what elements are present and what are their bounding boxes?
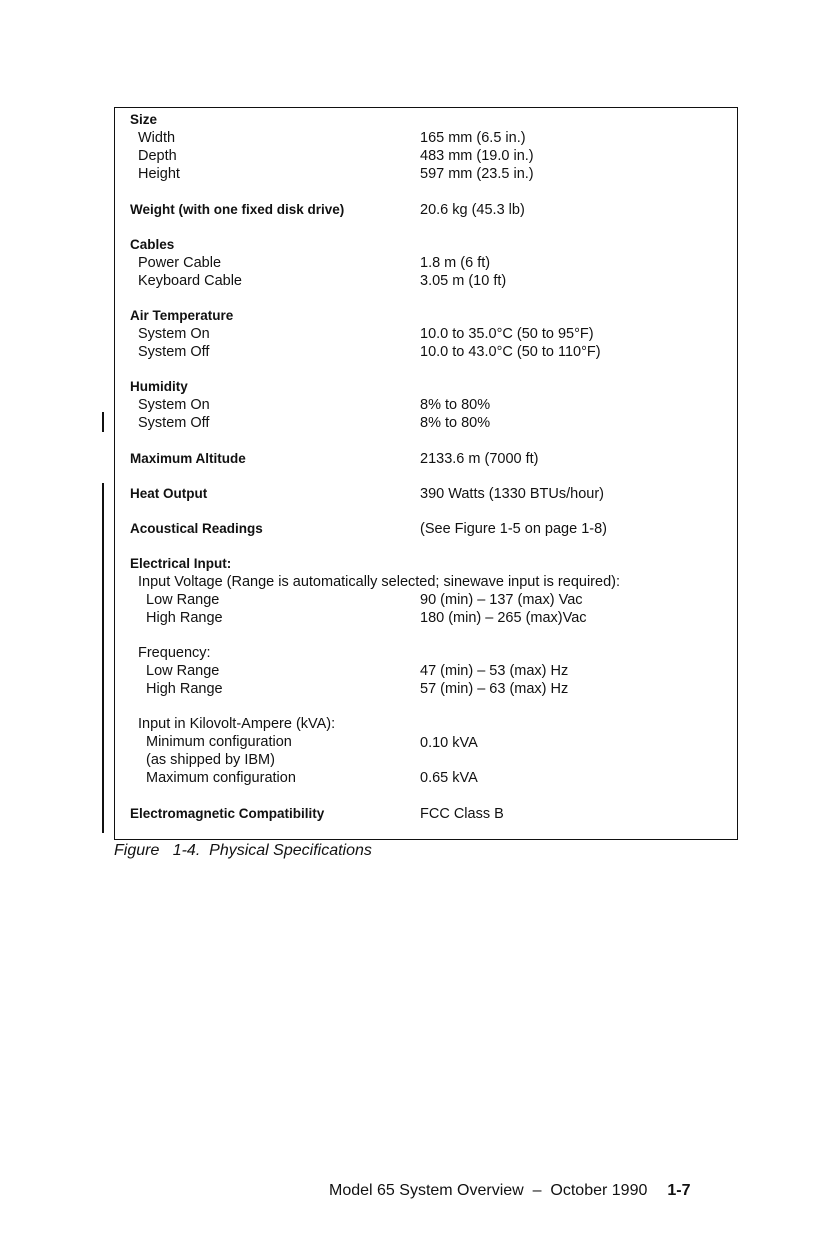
temp-off-label: System Off (138, 344, 210, 360)
cables-heading: Cables (130, 237, 175, 252)
footer-title: Model 65 System Overview – October 1990 (329, 1182, 648, 1199)
acoustic-value: (See Figure 1-5 on page 1-8) (420, 521, 607, 537)
frequency-high-value: 57 (min) – 63 (max) Hz (420, 681, 569, 697)
keyboard-cable-label: Keyboard Cable (138, 273, 242, 289)
power-cable-label: Power Cable (138, 255, 222, 271)
humidity-heading: Humidity (130, 379, 188, 394)
emc-heading: Electromagnetic Compatibility (130, 806, 325, 821)
air-temperature-heading: Air Temperature (130, 308, 234, 323)
kva-min-label: Minimum configuration (146, 734, 292, 750)
frequency-low-label: Low Range (146, 663, 220, 679)
kva-max-value: 0.65 kVA (420, 770, 478, 786)
altitude-value: 2133.6 m (7000 ft) (420, 451, 539, 467)
frequency-intro: Frequency: (138, 645, 211, 661)
revision-bar (102, 483, 104, 833)
size-heading: Size (130, 112, 158, 127)
humidity-on-value: 8% to 80% (420, 397, 491, 413)
temp-on-label: System On (138, 326, 210, 342)
humidity-off-value: 8% to 80% (420, 415, 491, 431)
specifications-table (114, 107, 738, 840)
frequency-low-value: 47 (min) – 53 (max) Hz (420, 663, 569, 679)
temp-off-value: 10.0 to 43.0°C (50 to 110°F) (420, 344, 601, 360)
width-value: 165 mm (6.5 in.) (420, 130, 526, 146)
page-number: 1-7 (667, 1182, 691, 1199)
heat-heading: Heat Output (130, 486, 208, 501)
frequency-high-label: High Range (146, 681, 223, 697)
height-value: 597 mm (23.5 in.) (420, 166, 534, 182)
emc-value: FCC Class B (420, 806, 504, 822)
temp-on-value: 10.0 to 35.0°C (50 to 95°F) (420, 326, 594, 342)
keyboard-cable-value: 3.05 m (10 ft) (420, 273, 507, 289)
width-label: Width (138, 130, 176, 146)
weight-heading: Weight (with one fixed disk drive) (130, 202, 345, 217)
depth-value: 483 mm (19.0 in.) (420, 148, 534, 164)
weight-value: 20.6 kg (45.3 lb) (420, 202, 525, 218)
revision-bar (102, 412, 104, 432)
acoustic-heading: Acoustical Readings (130, 521, 263, 536)
kva-intro: Input in Kilovolt-Ampere (kVA): (138, 716, 336, 732)
humidity-off-label: System Off (138, 415, 210, 431)
electrical-heading: Electrical Input: (130, 556, 232, 571)
voltage-low-value: 90 (min) – 137 (max) Vac (420, 592, 583, 608)
depth-label: Depth (138, 148, 177, 164)
power-cable-value: 1.8 m (6 ft) (420, 255, 491, 271)
kva-max-label: Maximum configuration (146, 770, 296, 786)
voltage-intro: Input Voltage (Range is automatically selected; sinewave input is required): (138, 574, 620, 590)
figure-caption: Figure 1-4. Physical Specifications (114, 842, 372, 859)
kva-shipped-note: (as shipped by IBM) (146, 752, 275, 768)
kva-min-value: 0.10 kVA (420, 735, 478, 751)
voltage-high-label: High Range (146, 610, 223, 626)
voltage-high-value: 180 (min) – 265 (max)Vac (420, 610, 587, 626)
humidity-on-label: System On (138, 397, 210, 413)
heat-value: 390 Watts (1330 BTUs/hour) (420, 486, 605, 502)
altitude-heading: Maximum Altitude (130, 451, 246, 466)
voltage-low-label: Low Range (146, 592, 220, 608)
height-label: Height (138, 166, 180, 182)
page-footer (329, 1182, 691, 1200)
